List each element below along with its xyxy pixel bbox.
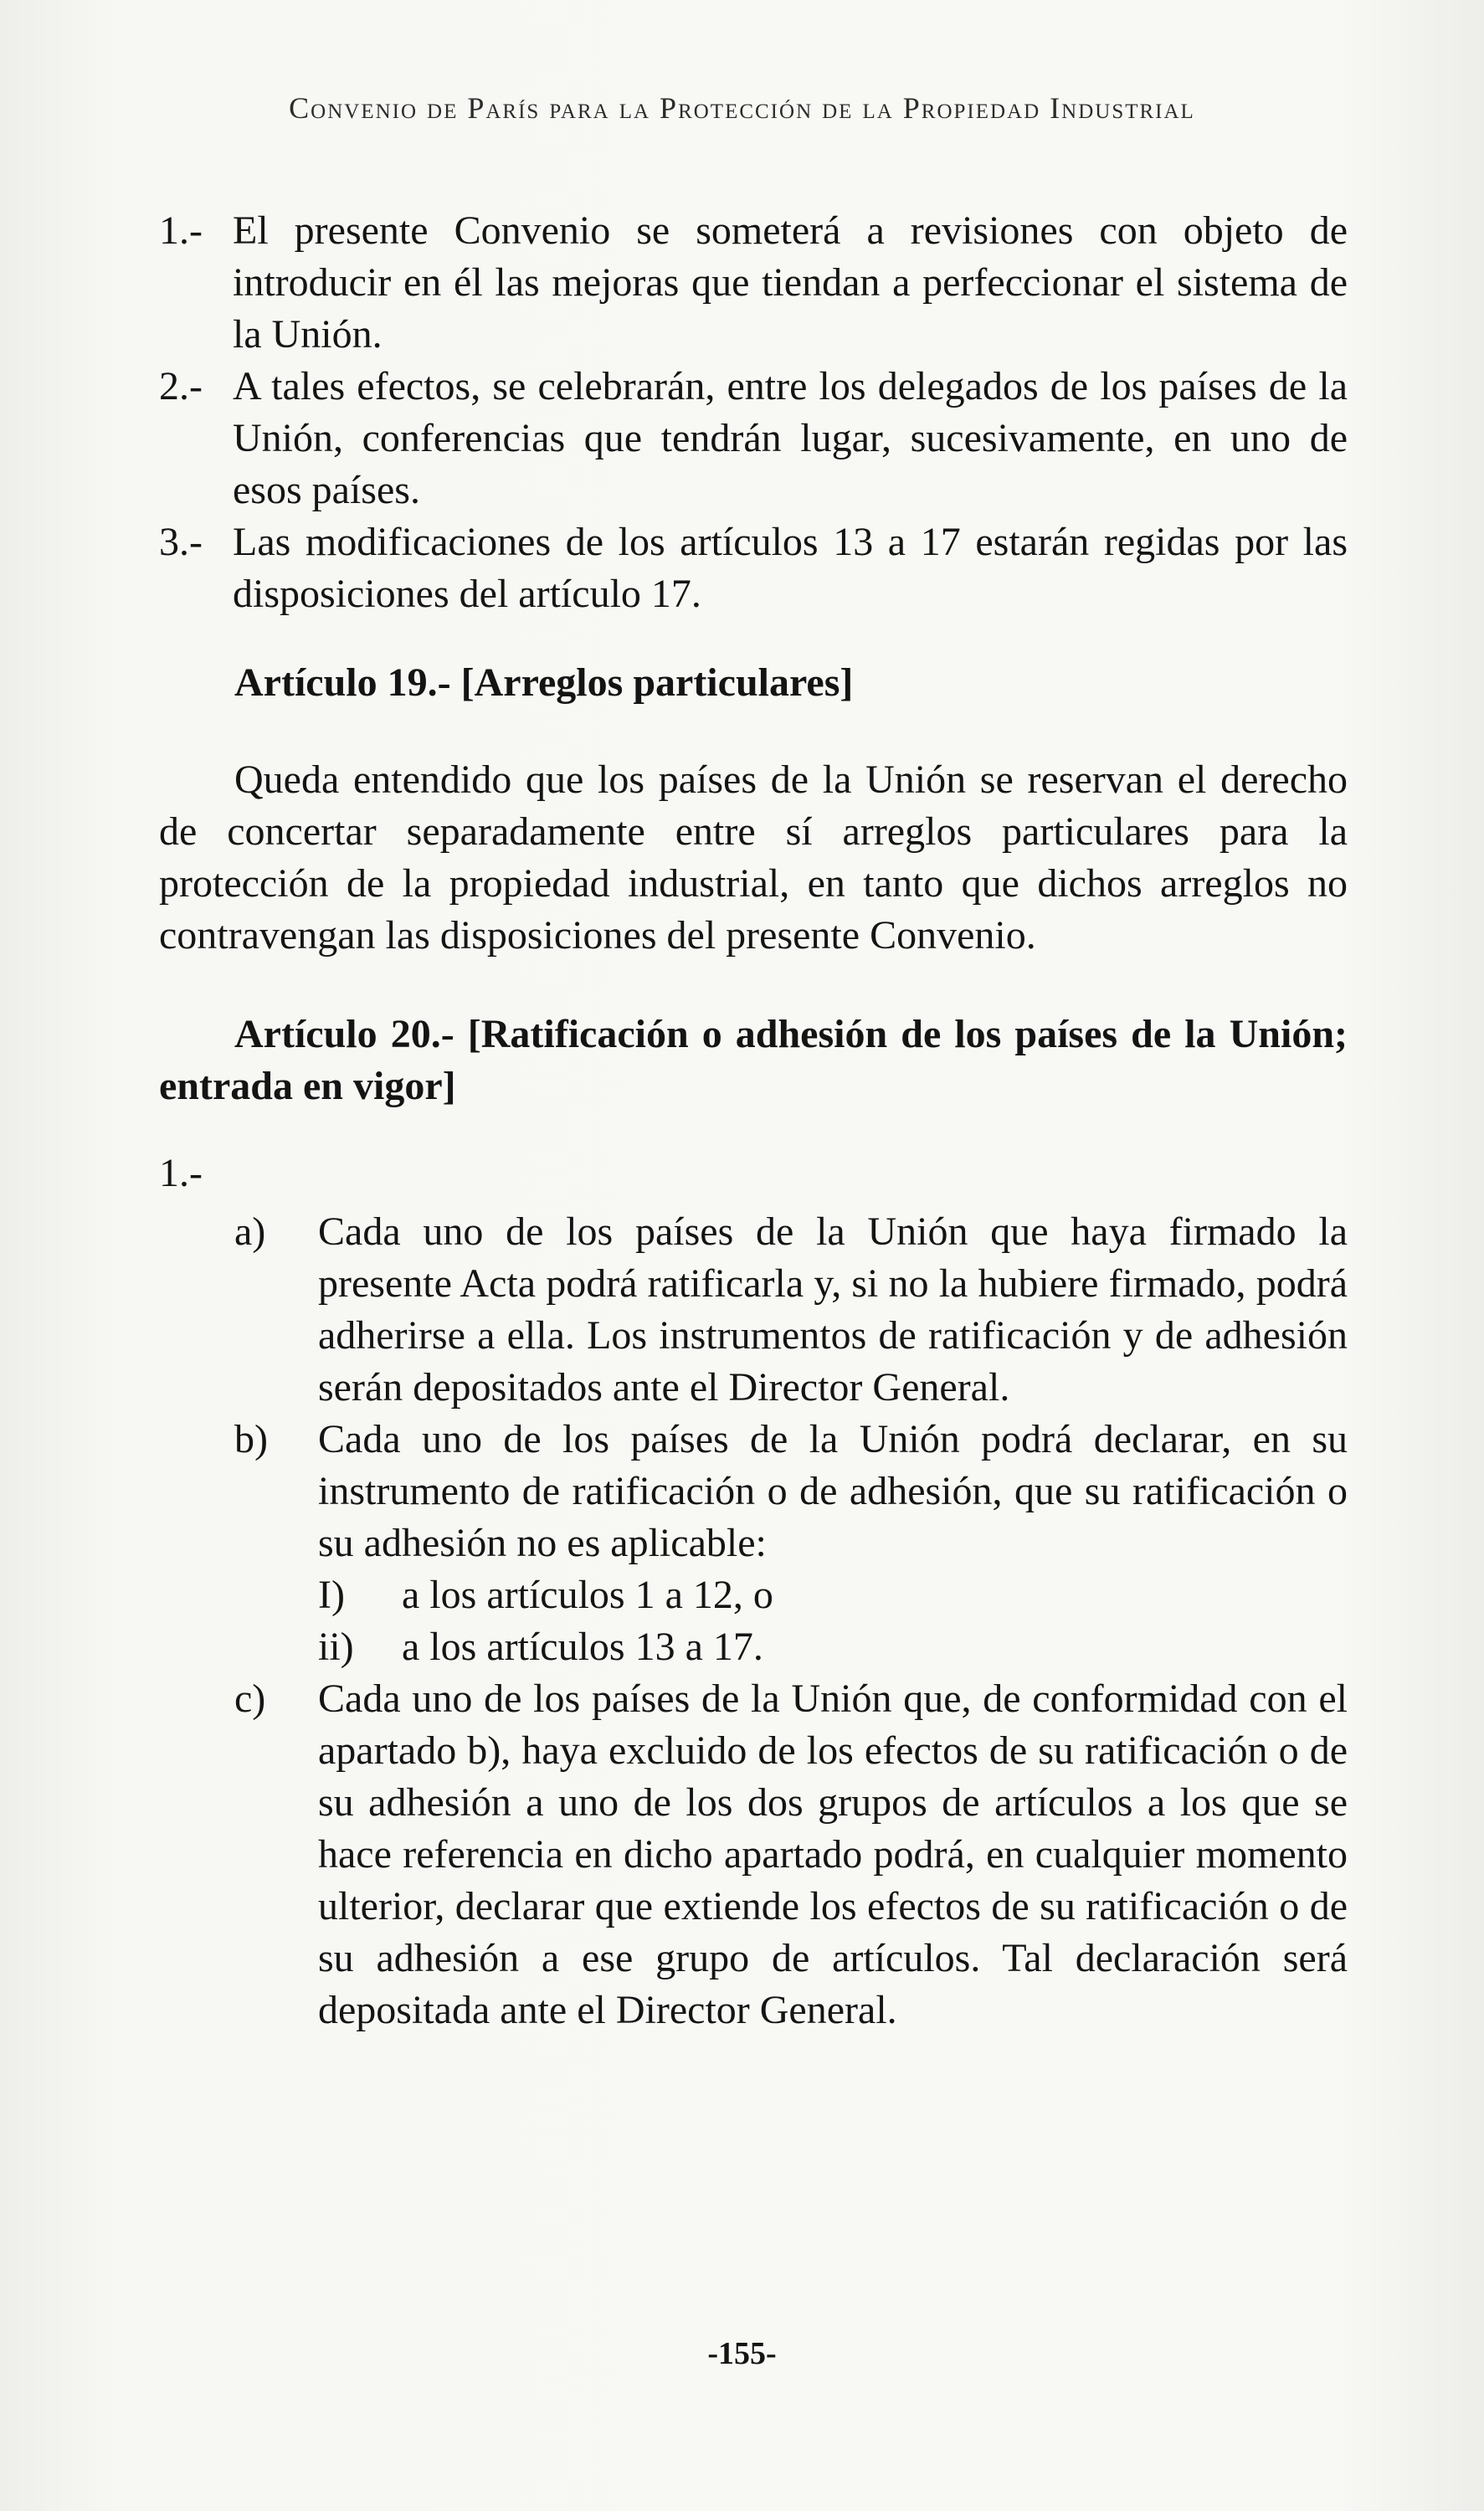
subsection-c <box>234 1673 1348 2036</box>
list-item <box>159 516 1348 620</box>
roman-text: a los artículos 1 a 12, o <box>402 1573 773 1617</box>
list-item <box>159 205 1348 361</box>
roman-item <box>318 1569 1348 1621</box>
item-number: 1.- <box>159 208 203 253</box>
article-19-body: Queda entendido que los países de la Unión se reservan el derecho de concertar separadamente entre sí arreglos particulares para la protección de la propiedad industrial, en tanto que dichos arreglos no contravengan las disposiciones del presente Convenio. <box>159 757 1348 958</box>
roman-text: a los artículos 13 a 17. <box>402 1625 763 1669</box>
subsection-label: b) <box>234 1417 268 1461</box>
article-20-heading: Artículo 20.- [Ratificación o adhesión de los países de la Unión; entrada en vigor] <box>159 1012 1348 1108</box>
running-header: Convenio de París para la Protección de la Propiedad Industrial <box>289 91 1195 125</box>
page-content <box>159 205 1348 2036</box>
item-number: 3.- <box>159 520 203 564</box>
subsection-body <box>318 1414 1348 1673</box>
subsection-b <box>234 1414 1348 1673</box>
subsection-text: Cada uno de los países de la Unión que haya firmado la presente Acta podrá ratificarla y, si no la hubiere firmado, podrá adherirse a ella. Los instrumentos de ratificación y de adhesión serán depositados ante el Director General. <box>318 1209 1348 1410</box>
roman-label: I) <box>318 1573 345 1617</box>
item-number: 2.- <box>159 364 203 408</box>
subsection-a <box>234 1206 1348 1414</box>
roman-label: ii) <box>318 1625 354 1669</box>
subsection-text: Cada uno de los países de la Unión que, de conformidad con el apartado b), haya excluido de los efectos de su ratificación o de su adhesión a uno de los dos grupos de artículos a los que se hace referencia en dicho apartado podrá, en cualquier momento ulterior, declarar que extiende los efectos de su ratificación o de su adhesión a ese grupo de artículos. Tal declaración será depositada ante el Director General. <box>318 1677 1348 2032</box>
roman-item <box>318 1621 1348 1673</box>
section-number: 1.- <box>159 1151 203 1195</box>
list-item <box>159 361 1348 516</box>
page-number: -155- <box>707 2336 777 2371</box>
subsection-label: c) <box>234 1677 266 1721</box>
subsection-label: a) <box>234 1209 266 1254</box>
article-19-heading: Artículo 19.- [Arreglos particulares] <box>234 660 854 705</box>
item-text: El presente Convenio se someterá a revisiones con objeto de introducir en él las mejoras que tiendan a perfeccionar el sistema de la Unión. <box>233 208 1348 357</box>
subsection-text: Cada uno de los países de la Unión podrá declarar, en su instrumento de ratificación o de adhesión, que su ratificación o su adhesión no es aplicable: <box>318 1417 1348 1565</box>
item-text: Las modificaciones de los artículos 13 a 17 estarán regidas por las disposiciones del artículo 17. <box>233 520 1348 616</box>
item-text: A tales efectos, se celebrarán, entre los delegados de los países de la Unión, conferencias que tendrán lugar, sucesivamente, en uno de esos países. <box>233 364 1348 512</box>
